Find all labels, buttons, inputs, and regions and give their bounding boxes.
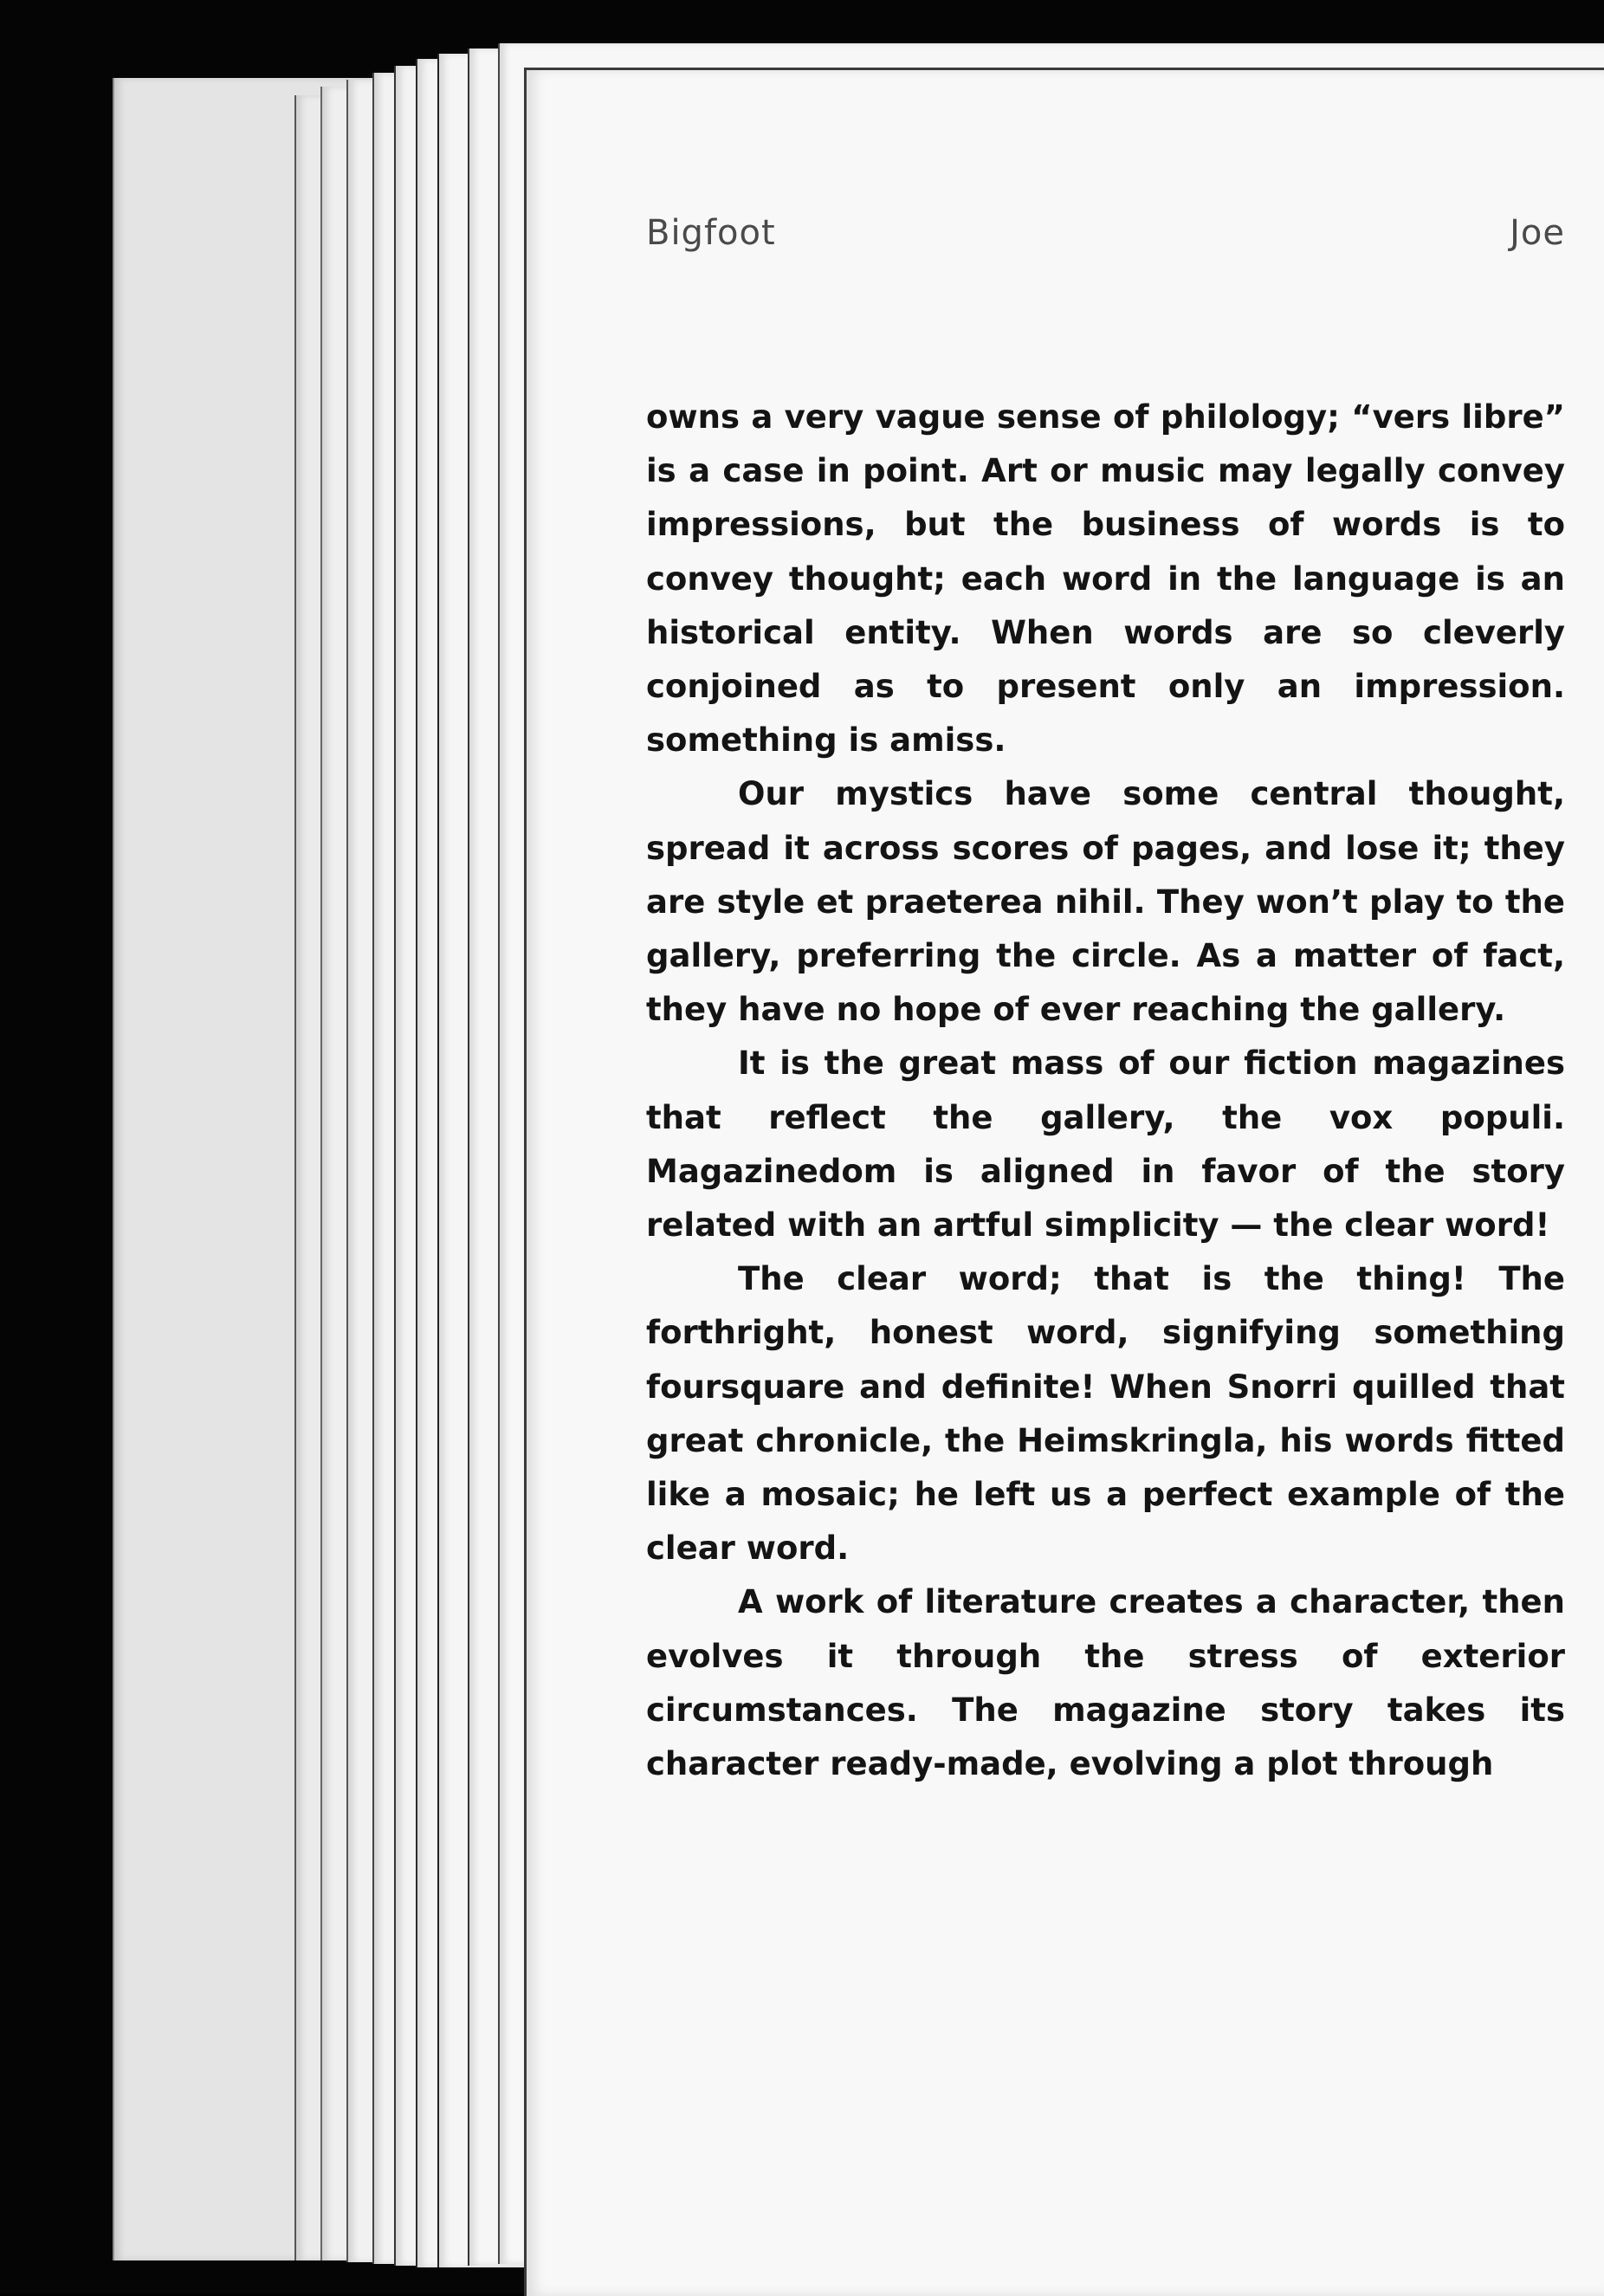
- running-head-right: Joe: [1510, 213, 1565, 253]
- running-head-left: Bigfoot: [646, 213, 776, 253]
- book-page: [524, 68, 1604, 2296]
- paragraph-4: The clear word; that is the thing! The forthright, honest word, signifying something foursquare and definite! When Snorri quilled that great chronicle, the Heimskringla, his words fitted like a mosaic; he left us a perfect example of the clear word.: [646, 1260, 1565, 1568]
- paragraph-1: owns a very vague sense of philology; “vers libre” is a case in point. Art or music may legally convey impressions, but the business of words is to convey thought; each word in the language is an historical entity. When words are so cleverly conjoined as to present only an impression. something is amiss.: [646, 398, 1565, 760]
- paragraph-3: It is the great mass of our fiction magazines that reflect the gallery, the vox populi. Magazinedom is aligned in favor of the story related with an artful simplicity — the clear word!: [646, 1045, 1565, 1245]
- body-text: [646, 391, 1565, 1791]
- paragraph-2: Our mystics have some central thought, spread it across scores of pages, and lose it; they are style et praeterea nihil. They won’t play to the gallery, preferring the circle. As a matter of fact, they have no hope of ever reaching the gallery.: [646, 775, 1565, 1029]
- paragraph-5: A work of literature creates a character, then evolves it through the stress of exterior circumstances. The magazine story takes its character ready-made, evolving a plot through: [646, 1583, 1565, 1783]
- running-head: [646, 213, 1565, 265]
